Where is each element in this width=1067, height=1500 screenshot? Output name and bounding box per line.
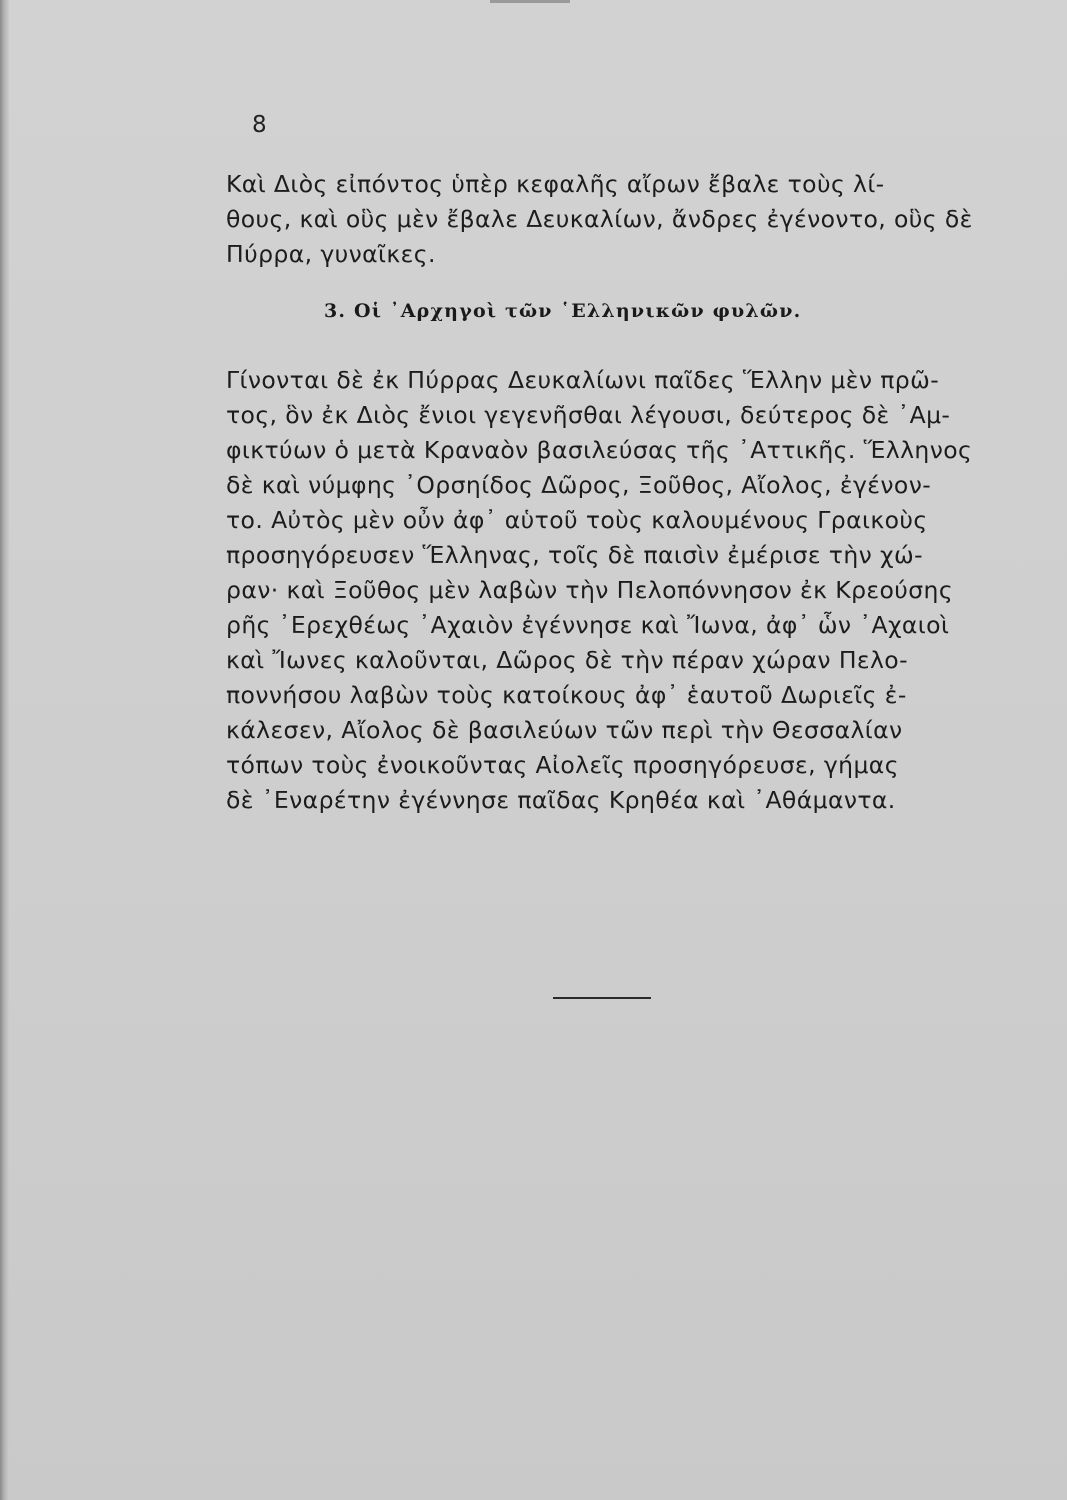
body-line-6: προσηγόρευσεν Ἕλληνας, τοῖς δὲ παισὶν ἐμέρισε τὴν χώ-	[226, 541, 923, 569]
page-number: 8	[252, 112, 267, 138]
body-line-13: δὲ ᾿Εναρέτην ἐγέννησε παῖδας Κρηθέα καὶ ᾿Αθάμαντα.	[226, 786, 896, 814]
body-line-4: δὲ καὶ νύμφης ᾿Ορσηίδος Δῶρος, Ξοῦθος, Αἴολος, ἐγένον-	[226, 471, 932, 499]
section-heading: 3. Οἱ ᾿Αρχηγοὶ τῶν ῾Ελληνικῶν φυλῶν.	[324, 300, 802, 322]
end-rule-divider	[553, 997, 651, 999]
intro-line-1: Καὶ Διὸς εἰπόντος ὑπὲρ κεφαλῆς αἴρων ἔβαλε τοὺς λί-	[226, 170, 885, 198]
body-line-10: ποννήσου λαβὼν τοὺς κατοίκους ἀφ᾿ ἑαυτοῦ Δωριεῖς ἐ-	[226, 681, 907, 709]
body-line-3: φικτύων ὁ μετὰ Κραναὸν βασιλεύσας τῆς ᾿Αττικῆς. Ἕλληνος	[226, 436, 973, 464]
body-line-9: καὶ Ἴωνες καλοῦνται, Δῶρος δὲ τὴν πέραν χώραν Πελο-	[226, 646, 908, 674]
body-line-8: ρῆς ᾿Ερεχθέως ᾿Αχαιὸν ἐγέννησε καὶ Ἴωνα, ἀφ᾿ ὧν ᾿Αχαιοὶ	[226, 611, 950, 639]
intro-line-2: θους, καὶ οὓς μὲν ἔβαλε Δευκαλίων, ἄνδρες ἐγένοντο, οὓς δὲ	[226, 205, 973, 233]
body-line-7: ραν· καὶ Ξοῦθος μὲν λαβὼν τὴν Πελοπόννησον ἐκ Κρεούσης	[226, 576, 954, 604]
body-line-2: τος, ὃν ἐκ Διὸς ἔνιοι γεγενῆσθαι λέγουσι, δεύτερος δὲ ᾿Αμ-	[226, 401, 951, 429]
top-edge-mark	[490, 0, 570, 3]
body-line-5: το. Αὐτὸς μὲν οὖν ἀφ᾿ αὑτοῦ τοὺς καλουμένους Γραικοὺς	[226, 506, 928, 534]
body-line-11: κάλεσεν, Αἴολος δὲ βασιλεύων τῶν περὶ τὴν Θεσσαλίαν	[226, 716, 903, 744]
page-binding-edge	[0, 0, 9, 1500]
intro-line-3: Πύρρα, γυναῖκες.	[226, 240, 436, 268]
body-line-1: Γίνονται δὲ ἐκ Πύρρας Δευκαλίωνι παῖδες Ἕλλην μὲν πρῶ-	[226, 366, 940, 394]
body-line-12: τόπων τοὺς ἐνοικοῦντας Αἰολεῖς προσηγόρευσε, γήμας	[226, 751, 899, 779]
